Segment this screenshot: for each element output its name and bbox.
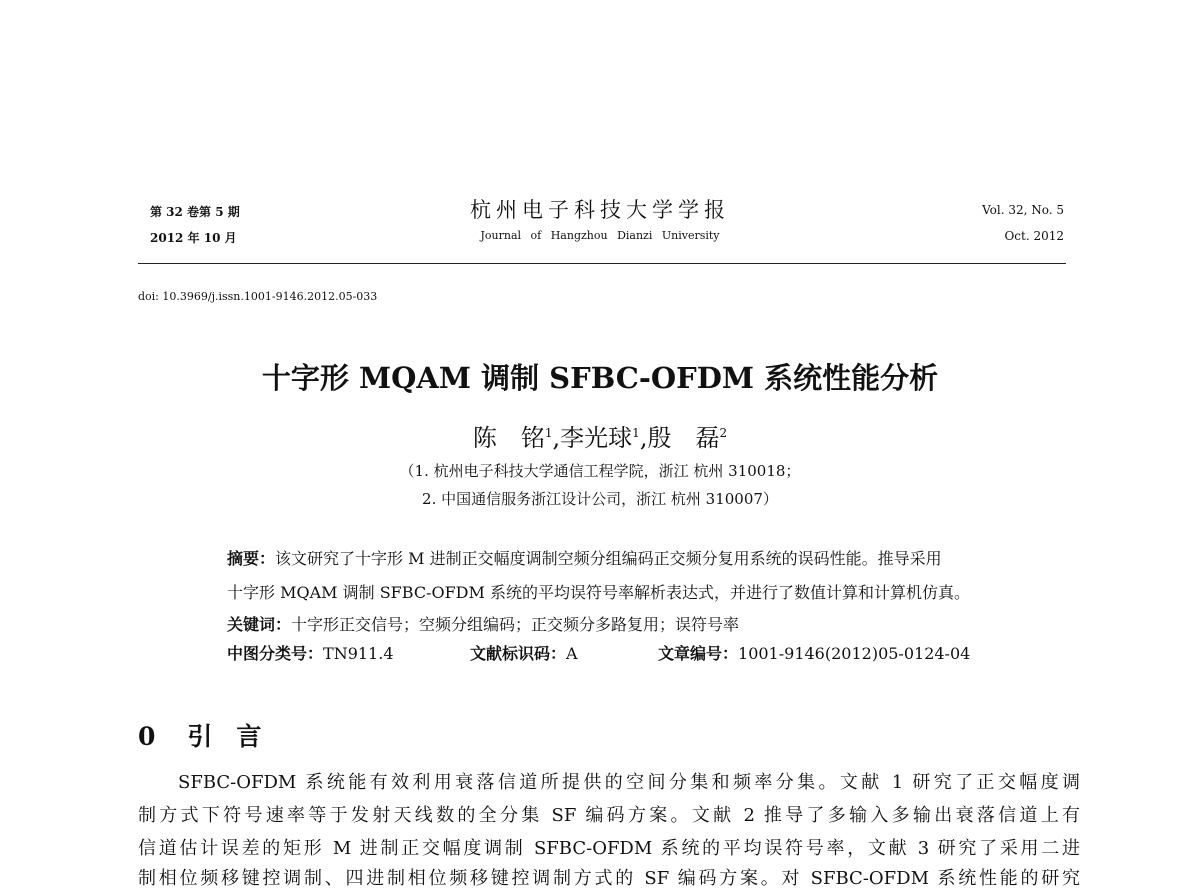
volume-issue-en: Vol. 32, No. 5: [982, 203, 1064, 217]
paper-title: 十字形 MQAM 调制 SFBC-OFDM 系统性能分析: [261, 361, 939, 395]
document-code: [470, 641, 578, 664]
abstract-line-2: 十字形 MQAM 调制 SFBC-OFDM 系统的平均误符号率解析表达式，并进行了数值计算和计算机仿真。: [227, 583, 970, 602]
clc-label: 中图分类号：: [227, 644, 324, 663]
date-en: Oct. 2012: [1004, 229, 1064, 243]
clc-value: TN911.4: [323, 644, 394, 663]
author-list: [0, 418, 1200, 453]
body-paragraph-line: 制方式下符号速率等于发射天线数的全分集 SF 编码方案。文献 2 推导了多输入多输出衰落信道上有: [138, 805, 1080, 826]
affiliation-1: （1. 杭州电子科技大学通信工程学院，浙江 杭州 310018；: [399, 462, 801, 480]
body-paragraph-line: 信道估计误差的矩形 M 进制正交幅度调制 SFBC-OFDM 系统的平均误符号率，文献 3 研究了采用二进: [138, 838, 1080, 859]
section-title-char: 引: [187, 722, 217, 751]
document-code-label: 文献标识码：: [470, 644, 567, 663]
article-number-value: 1001-9146(2012)05-0124-04: [738, 644, 971, 663]
document-code-value: A: [566, 644, 578, 663]
journal-title-en: Journal of Hangzhou Dianzi University: [480, 229, 720, 242]
author-name: 陈 铭: [472, 424, 545, 452]
abstract-label: 摘要：: [227, 549, 276, 568]
author-name: 李光球: [560, 424, 633, 452]
author-name: 殷 磊: [647, 424, 720, 452]
body-paragraph-line: 制相位频移键控调制、四进制相位频移键控调制方式的 SF 编码方案。对 SFBC-OFDM 系统性能的研究: [138, 868, 1080, 889]
section-title-char: 言: [236, 722, 266, 751]
article-number-label: 文章编号：: [658, 644, 739, 663]
article-number: [658, 641, 970, 664]
volume-issue-cn: 第 32 卷第 5 期: [150, 205, 240, 219]
affiliation-2: 2. 中国通信服务浙江设计公司，浙江 杭州 310007）: [422, 490, 778, 508]
journal-title-cn: 杭州电子科技大学学报: [470, 198, 730, 222]
author-affiliation-mark: 1: [544, 426, 553, 440]
header-rule: [138, 263, 1066, 264]
author-affiliation-mark: 2: [719, 426, 728, 440]
section-number: 0: [138, 722, 160, 751]
author-separator: ,: [639, 424, 648, 452]
clc-number: [227, 641, 394, 664]
keywords-text: 十字形正交信号；空频分组编码；正交频分多路复用；误符号率: [291, 615, 740, 634]
abstract-text: 该文研究了十字形 M 进制正交幅度调制空频分组编码正交频分复用系统的误码性能。推导采用: [275, 549, 942, 568]
keywords-label: 关键词：: [227, 615, 292, 634]
author-separator: ,: [552, 424, 561, 452]
abstract-line-1: [227, 546, 942, 569]
section-heading: [138, 717, 265, 753]
body-paragraph-line: SFBC-OFDM 系统能有效利用衰落信道所提供的空间分集和频率分集。文献 1 研究了正交幅度调: [178, 772, 1080, 793]
date-cn: 2012 年 10 月: [150, 231, 237, 245]
author-affiliation-mark: 1: [632, 426, 640, 440]
keywords: [227, 612, 739, 635]
doi: doi: 10.3969/j.issn.1001-9146.2012.05-033: [138, 290, 378, 303]
